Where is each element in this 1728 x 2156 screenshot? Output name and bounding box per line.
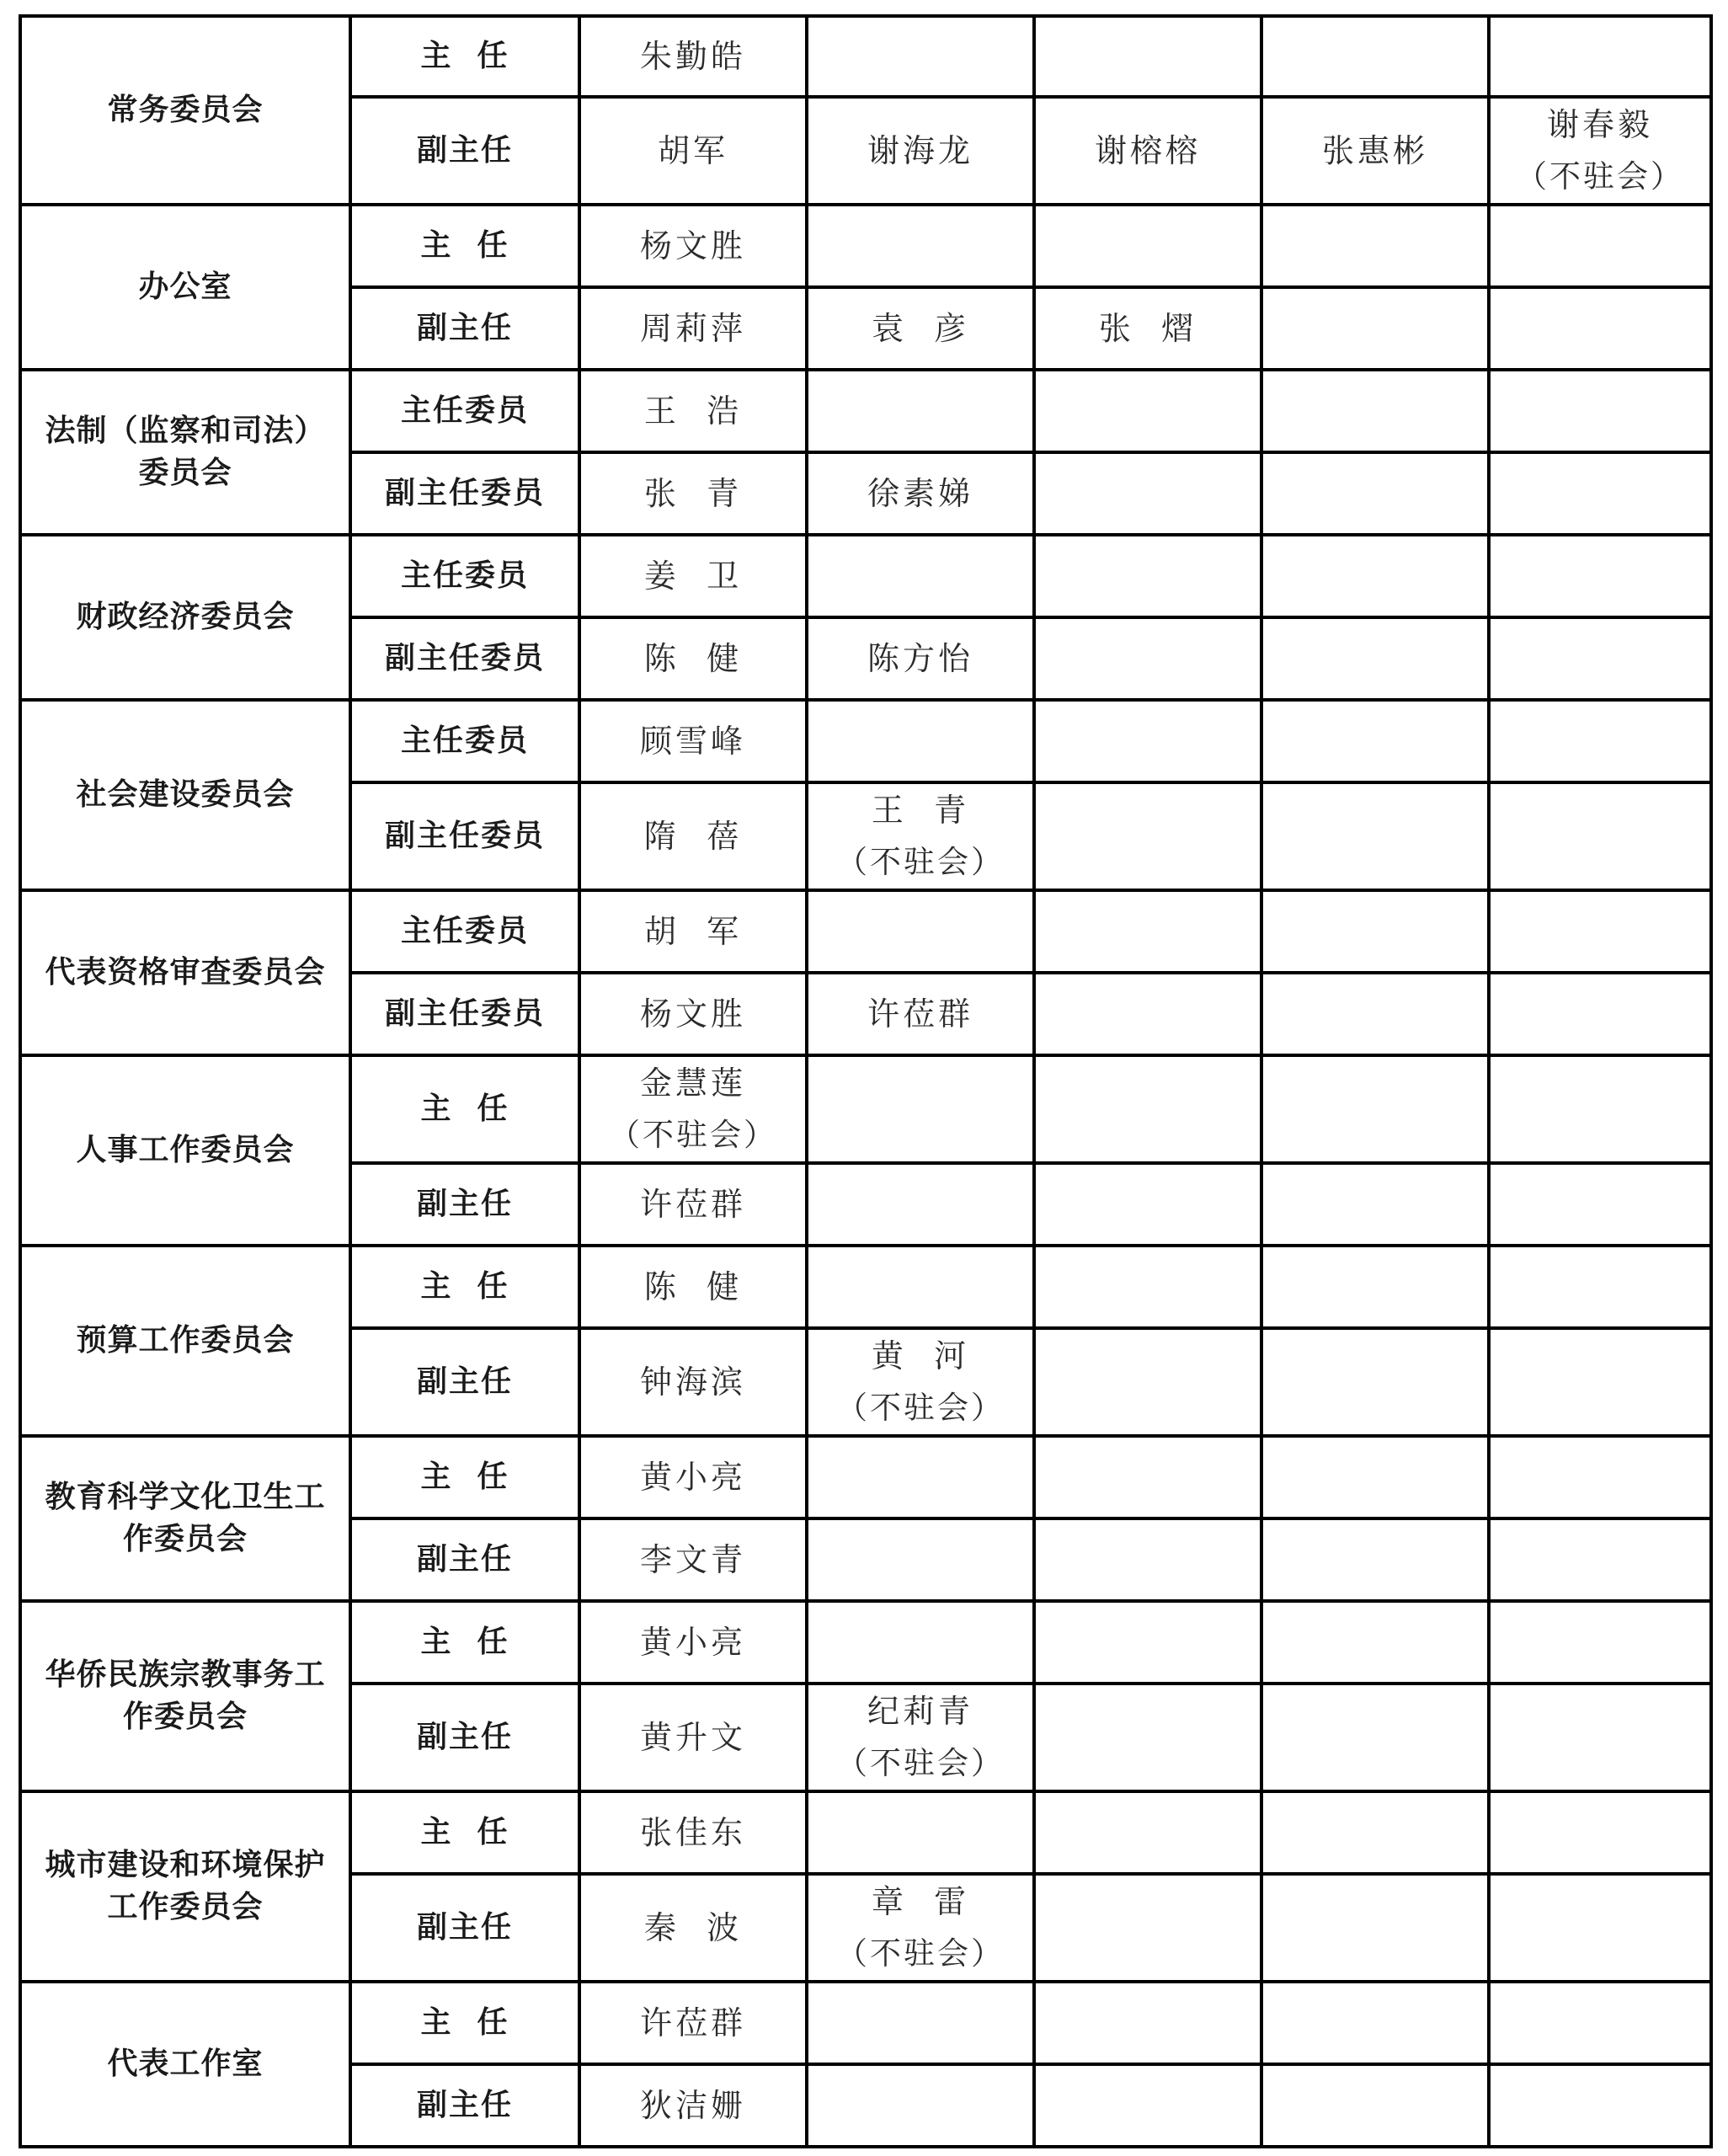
member-name-text: 王 浩 bbox=[643, 392, 743, 430]
empty-cell bbox=[807, 1055, 1034, 1163]
member-name-text: 许莅群 bbox=[639, 2004, 746, 2041]
member-name-text: 张惠彬 bbox=[1321, 132, 1428, 169]
committee-name: 常务委员会 bbox=[20, 16, 350, 205]
empty-cell bbox=[1489, 700, 1711, 782]
empty-cell bbox=[1261, 535, 1489, 617]
empty-cell bbox=[1489, 1874, 1711, 1982]
empty-cell bbox=[1489, 973, 1711, 1055]
empty-cell bbox=[1034, 205, 1261, 287]
roster-sheet bbox=[19, 14, 1713, 2148]
empty-cell bbox=[1034, 1874, 1261, 1982]
member-name bbox=[807, 452, 1034, 535]
member-name bbox=[1261, 97, 1489, 205]
empty-cell bbox=[1489, 1684, 1711, 1791]
empty-cell bbox=[1034, 1436, 1261, 1518]
empty-cell bbox=[807, 1982, 1034, 2064]
committee-name: 法制（监察和司法）委员会 bbox=[20, 370, 350, 535]
member-name bbox=[579, 782, 807, 890]
member-name bbox=[579, 1982, 807, 2064]
empty-cell bbox=[1034, 782, 1261, 890]
empty-cell bbox=[1261, 700, 1489, 782]
empty-cell bbox=[1261, 1328, 1489, 1436]
position-title: 副主任 bbox=[350, 287, 579, 370]
member-name bbox=[579, 1601, 807, 1684]
member-name bbox=[579, 1436, 807, 1518]
empty-cell bbox=[1489, 1246, 1711, 1328]
member-note: （不驻会） bbox=[1516, 158, 1684, 195]
empty-cell bbox=[807, 2064, 1034, 2147]
empty-cell bbox=[807, 890, 1034, 973]
table-row bbox=[20, 370, 1711, 452]
member-name bbox=[579, 205, 807, 287]
committee-name: 办公室 bbox=[20, 205, 350, 370]
roster-body bbox=[20, 16, 1711, 2147]
member-name bbox=[579, 1246, 807, 1328]
member-name bbox=[579, 1328, 807, 1436]
empty-cell bbox=[1034, 1163, 1261, 1246]
empty-cell bbox=[1261, 973, 1489, 1055]
empty-cell bbox=[1489, 287, 1711, 370]
member-name-text: 黄升文 bbox=[639, 1719, 746, 1756]
table-row bbox=[20, 1436, 1711, 1518]
member-name-text: 徐素娣 bbox=[867, 475, 973, 512]
empty-cell bbox=[1261, 1055, 1489, 1163]
member-name bbox=[807, 1874, 1034, 1982]
empty-cell bbox=[1489, 2064, 1711, 2147]
empty-cell bbox=[807, 1518, 1034, 1601]
empty-cell bbox=[807, 1246, 1034, 1328]
member-note: （不驻会） bbox=[836, 844, 1005, 880]
empty-cell bbox=[1261, 287, 1489, 370]
empty-cell bbox=[807, 700, 1034, 782]
table-row bbox=[20, 1055, 1711, 1163]
empty-cell bbox=[1489, 890, 1711, 973]
table-row bbox=[20, 16, 1711, 97]
member-name-text: 朱勤皓 bbox=[639, 38, 746, 75]
member-name bbox=[807, 782, 1034, 890]
position-title: 副主任委员 bbox=[350, 973, 579, 1055]
empty-cell bbox=[1261, 1246, 1489, 1328]
empty-cell bbox=[1489, 782, 1711, 890]
member-name-text: 钟海滨 bbox=[639, 1364, 746, 1401]
member-name bbox=[579, 370, 807, 452]
empty-cell bbox=[807, 1436, 1034, 1518]
committee-name: 教育科学文化卫生工作委员会 bbox=[20, 1436, 350, 1601]
member-name bbox=[1034, 97, 1261, 205]
empty-cell bbox=[1261, 782, 1489, 890]
position-title: 主 任 bbox=[350, 16, 579, 97]
committee-name: 城市建设和环境保护工作委员会 bbox=[20, 1791, 350, 1982]
member-name bbox=[579, 617, 807, 700]
member-name-text: 秦 波 bbox=[643, 1909, 743, 1946]
committee-roster-table bbox=[19, 14, 1713, 2148]
empty-cell bbox=[807, 16, 1034, 97]
member-name-text: 顾雪峰 bbox=[639, 723, 746, 760]
empty-cell bbox=[1489, 1518, 1711, 1601]
member-name bbox=[807, 97, 1034, 205]
member-name bbox=[579, 97, 807, 205]
position-title: 副主任委员 bbox=[350, 782, 579, 890]
table-row bbox=[20, 700, 1711, 782]
committee-name: 预算工作委员会 bbox=[20, 1246, 350, 1436]
empty-cell bbox=[1034, 1791, 1261, 1874]
empty-cell bbox=[1489, 1982, 1711, 2064]
member-name-text: 周莉萍 bbox=[639, 310, 746, 347]
member-name bbox=[1489, 97, 1711, 205]
empty-cell bbox=[1261, 1791, 1489, 1874]
empty-cell bbox=[807, 205, 1034, 287]
empty-cell bbox=[1489, 1163, 1711, 1246]
empty-cell bbox=[1034, 1246, 1261, 1328]
position-title: 主 任 bbox=[350, 1246, 579, 1328]
position-title: 副主任委员 bbox=[350, 452, 579, 535]
empty-cell bbox=[807, 535, 1034, 617]
position-title: 主 任 bbox=[350, 1982, 579, 2064]
position-title: 主任委员 bbox=[350, 700, 579, 782]
empty-cell bbox=[1034, 1684, 1261, 1791]
position-title: 主任委员 bbox=[350, 890, 579, 973]
member-name-text: 袁 彦 bbox=[871, 310, 970, 347]
table-row bbox=[20, 535, 1711, 617]
committee-name: 财政经济委员会 bbox=[20, 535, 350, 700]
empty-cell bbox=[1489, 16, 1711, 97]
empty-cell bbox=[807, 1163, 1034, 1246]
position-title: 主任委员 bbox=[350, 370, 579, 452]
member-name-text: 胡军 bbox=[657, 132, 728, 169]
empty-cell bbox=[1034, 16, 1261, 97]
member-name-text: 陈 健 bbox=[643, 1268, 743, 1305]
position-title: 副主任 bbox=[350, 97, 579, 205]
member-name bbox=[807, 973, 1034, 1055]
member-name-text: 杨文胜 bbox=[639, 227, 746, 264]
empty-cell bbox=[1261, 16, 1489, 97]
table-row bbox=[20, 1791, 1711, 1874]
member-name bbox=[579, 1163, 807, 1246]
member-name-text: 狄洁姗 bbox=[639, 2087, 746, 2124]
member-name-text: 金慧莲 bbox=[639, 1065, 746, 1102]
empty-cell bbox=[1034, 1055, 1261, 1163]
member-name bbox=[579, 535, 807, 617]
member-name bbox=[579, 287, 807, 370]
member-name bbox=[579, 1874, 807, 1982]
table-row bbox=[20, 1982, 1711, 2064]
member-name bbox=[579, 1791, 807, 1874]
empty-cell bbox=[1489, 1791, 1711, 1874]
empty-cell bbox=[1489, 535, 1711, 617]
member-name-text: 纪莉青 bbox=[867, 1693, 973, 1730]
member-name-text: 姜 卫 bbox=[643, 558, 743, 595]
committee-name: 华侨民族宗教事务工作委员会 bbox=[20, 1601, 350, 1791]
position-title: 主 任 bbox=[350, 1601, 579, 1684]
member-note: （不驻会） bbox=[836, 1390, 1005, 1426]
empty-cell bbox=[1034, 1328, 1261, 1436]
empty-cell bbox=[1261, 1163, 1489, 1246]
position-title: 副主任委员 bbox=[350, 617, 579, 700]
empty-cell bbox=[1034, 700, 1261, 782]
position-title: 主 任 bbox=[350, 1436, 579, 1518]
member-name bbox=[807, 1328, 1034, 1436]
member-name bbox=[579, 16, 807, 97]
member-name bbox=[579, 890, 807, 973]
member-name-text: 胡 军 bbox=[643, 913, 743, 950]
empty-cell bbox=[1489, 452, 1711, 535]
empty-cell bbox=[1261, 1874, 1489, 1982]
empty-cell bbox=[1489, 1601, 1711, 1684]
member-name-text: 王 青 bbox=[871, 792, 970, 829]
table-row bbox=[20, 890, 1711, 973]
empty-cell bbox=[1034, 973, 1261, 1055]
empty-cell bbox=[1261, 2064, 1489, 2147]
empty-cell bbox=[1034, 1601, 1261, 1684]
member-note: （不驻会） bbox=[836, 1935, 1005, 1972]
position-title: 主任委员 bbox=[350, 535, 579, 617]
empty-cell bbox=[1034, 535, 1261, 617]
empty-cell bbox=[1261, 205, 1489, 287]
member-name-text: 黄小亮 bbox=[639, 1624, 746, 1661]
table-row bbox=[20, 205, 1711, 287]
empty-cell bbox=[1261, 1601, 1489, 1684]
committee-name: 代表工作室 bbox=[20, 1982, 350, 2147]
member-name-text: 许莅群 bbox=[867, 995, 973, 1033]
empty-cell bbox=[807, 1601, 1034, 1684]
position-title: 主 任 bbox=[350, 1055, 579, 1163]
member-note: （不驻会） bbox=[609, 1117, 777, 1153]
position-title: 副主任 bbox=[350, 1163, 579, 1246]
empty-cell bbox=[1034, 617, 1261, 700]
member-name-text: 张佳东 bbox=[639, 1814, 746, 1851]
empty-cell bbox=[1261, 617, 1489, 700]
position-title: 副主任 bbox=[350, 1874, 579, 1982]
member-name bbox=[579, 2064, 807, 2147]
empty-cell bbox=[807, 1791, 1034, 1874]
empty-cell bbox=[1034, 370, 1261, 452]
member-name-text: 章 雷 bbox=[871, 1883, 970, 1920]
empty-cell bbox=[1034, 2064, 1261, 2147]
empty-cell bbox=[1489, 1055, 1711, 1163]
empty-cell bbox=[1261, 1982, 1489, 2064]
member-name-text: 陈 健 bbox=[643, 640, 743, 677]
position-title: 副主任 bbox=[350, 1518, 579, 1601]
empty-cell bbox=[807, 370, 1034, 452]
empty-cell bbox=[1261, 890, 1489, 973]
member-name-text: 隋 蓓 bbox=[643, 818, 743, 855]
member-name-text: 黄 河 bbox=[871, 1337, 970, 1374]
member-name bbox=[1034, 287, 1261, 370]
empty-cell bbox=[1034, 452, 1261, 535]
position-title: 副主任 bbox=[350, 1684, 579, 1791]
member-name-text: 张 青 bbox=[643, 475, 743, 512]
member-name-text: 杨文胜 bbox=[639, 995, 746, 1033]
member-name-text: 谢榕榕 bbox=[1094, 132, 1201, 169]
committee-name: 人事工作委员会 bbox=[20, 1055, 350, 1246]
empty-cell bbox=[1489, 205, 1711, 287]
empty-cell bbox=[1034, 890, 1261, 973]
member-name bbox=[807, 1684, 1034, 1791]
member-name-text: 许莅群 bbox=[639, 1186, 746, 1223]
member-name bbox=[579, 973, 807, 1055]
member-name-text: 张 熠 bbox=[1098, 310, 1197, 347]
empty-cell bbox=[1034, 1982, 1261, 2064]
member-name-text: 谢海龙 bbox=[867, 132, 973, 169]
committee-name: 代表资格审查委员会 bbox=[20, 890, 350, 1055]
committee-name: 社会建设委员会 bbox=[20, 700, 350, 890]
table-row bbox=[20, 1601, 1711, 1684]
position-title: 副主任 bbox=[350, 2064, 579, 2147]
member-name bbox=[579, 452, 807, 535]
empty-cell bbox=[1261, 1518, 1489, 1601]
member-name bbox=[579, 700, 807, 782]
empty-cell bbox=[1261, 1684, 1489, 1791]
empty-cell bbox=[1489, 1328, 1711, 1436]
member-name bbox=[579, 1518, 807, 1601]
member-name-text: 谢春毅 bbox=[1546, 106, 1653, 143]
empty-cell bbox=[1489, 370, 1711, 452]
empty-cell bbox=[1034, 1518, 1261, 1601]
member-name-text: 陈方怡 bbox=[867, 640, 973, 677]
member-name-text: 黄小亮 bbox=[639, 1459, 746, 1496]
member-name bbox=[579, 1055, 807, 1163]
empty-cell bbox=[1261, 1436, 1489, 1518]
empty-cell bbox=[1261, 452, 1489, 535]
empty-cell bbox=[1489, 1436, 1711, 1518]
member-name-text: 李文青 bbox=[639, 1541, 746, 1578]
member-name bbox=[807, 287, 1034, 370]
member-note: （不驻会） bbox=[836, 1745, 1005, 1781]
member-name bbox=[579, 1684, 807, 1791]
position-title: 主 任 bbox=[350, 205, 579, 287]
position-title: 副主任 bbox=[350, 1328, 579, 1436]
empty-cell bbox=[1489, 617, 1711, 700]
position-title: 主 任 bbox=[350, 1791, 579, 1874]
empty-cell bbox=[1261, 370, 1489, 452]
table-row bbox=[20, 1246, 1711, 1328]
member-name bbox=[807, 617, 1034, 700]
